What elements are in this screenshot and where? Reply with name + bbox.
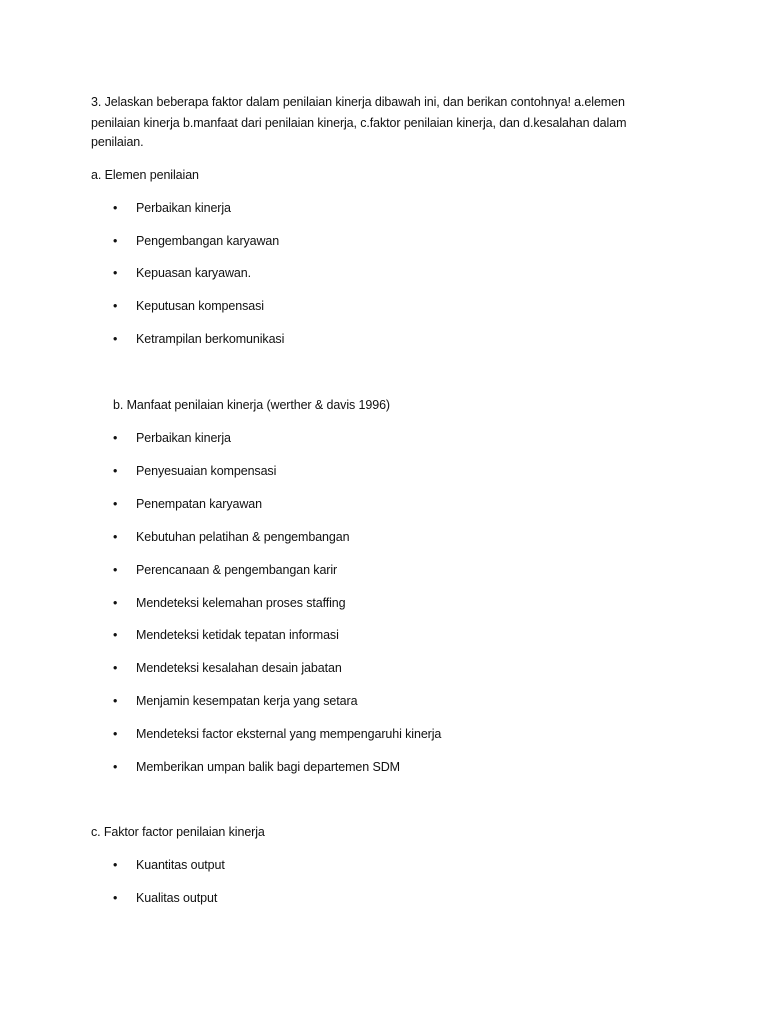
bullet-marker: • [113,201,118,215]
list-item: Memberikan umpan balik bagi departemen SDM [136,760,400,774]
bullet-marker: • [113,727,118,741]
bullet-marker: • [113,661,118,675]
list-item: Keputusan kompensasi [136,299,264,313]
list-item: Penyesuaian kompensasi [136,464,277,478]
bullet-marker: • [113,858,118,872]
bullet-marker: • [113,760,118,774]
list-item: Ketrampilan berkomunikasi [136,332,285,346]
section-a-heading: a. Elemen penilaian [91,168,199,182]
question-line-3: penilaian. [91,135,144,149]
section-c-heading: c. Faktor factor penilaian kinerja [91,825,265,839]
list-item: Kebutuhan pelatihan & pengembangan [136,530,350,544]
list-item: Perbaikan kinerja [136,201,231,215]
list-item: Mendeteksi ketidak tepatan informasi [136,628,339,642]
list-item: Mendeteksi kesalahan desain jabatan [136,661,342,675]
bullet-marker: • [113,694,118,708]
list-item: Kuantitas output [136,858,225,872]
list-item: Kualitas output [136,891,218,905]
bullet-marker: • [113,464,118,478]
bullet-marker: • [113,431,118,445]
bullet-marker: • [113,332,118,346]
bullet-marker: • [113,266,118,280]
list-item: Perbaikan kinerja [136,431,231,445]
list-item: Mendeteksi kelemahan proses staffing [136,596,346,610]
question-line-2: penilaian kinerja b.manfaat dari penilaian kinerja, c.faktor penilaian kinerja, dan d.kesalahan dalam [91,116,627,130]
section-b-heading: b. Manfaat penilaian kinerja (werther & davis 1996) [113,398,390,412]
bullet-marker: • [113,563,118,577]
list-item: Menjamin kesempatan kerja yang setara [136,694,358,708]
list-item: Kepuasan karyawan. [136,266,251,280]
bullet-marker: • [113,628,118,642]
bullet-marker: • [113,530,118,544]
bullet-marker: • [113,234,118,248]
question-line-1: 3. Jelaskan beberapa faktor dalam penilaian kinerja dibawah ini, dan berikan contohnya! a.elemen [91,95,625,109]
bullet-marker: • [113,596,118,610]
bullet-marker: • [113,891,118,905]
list-item: Pengembangan karyawan [136,234,280,248]
list-item: Perencanaan & pengembangan karir [136,563,338,577]
bullet-marker: • [113,299,118,313]
list-item: Penempatan karyawan [136,497,262,511]
bullet-marker: • [113,497,118,511]
list-item: Mendeteksi factor eksternal yang mempengaruhi kinerja [136,727,442,741]
